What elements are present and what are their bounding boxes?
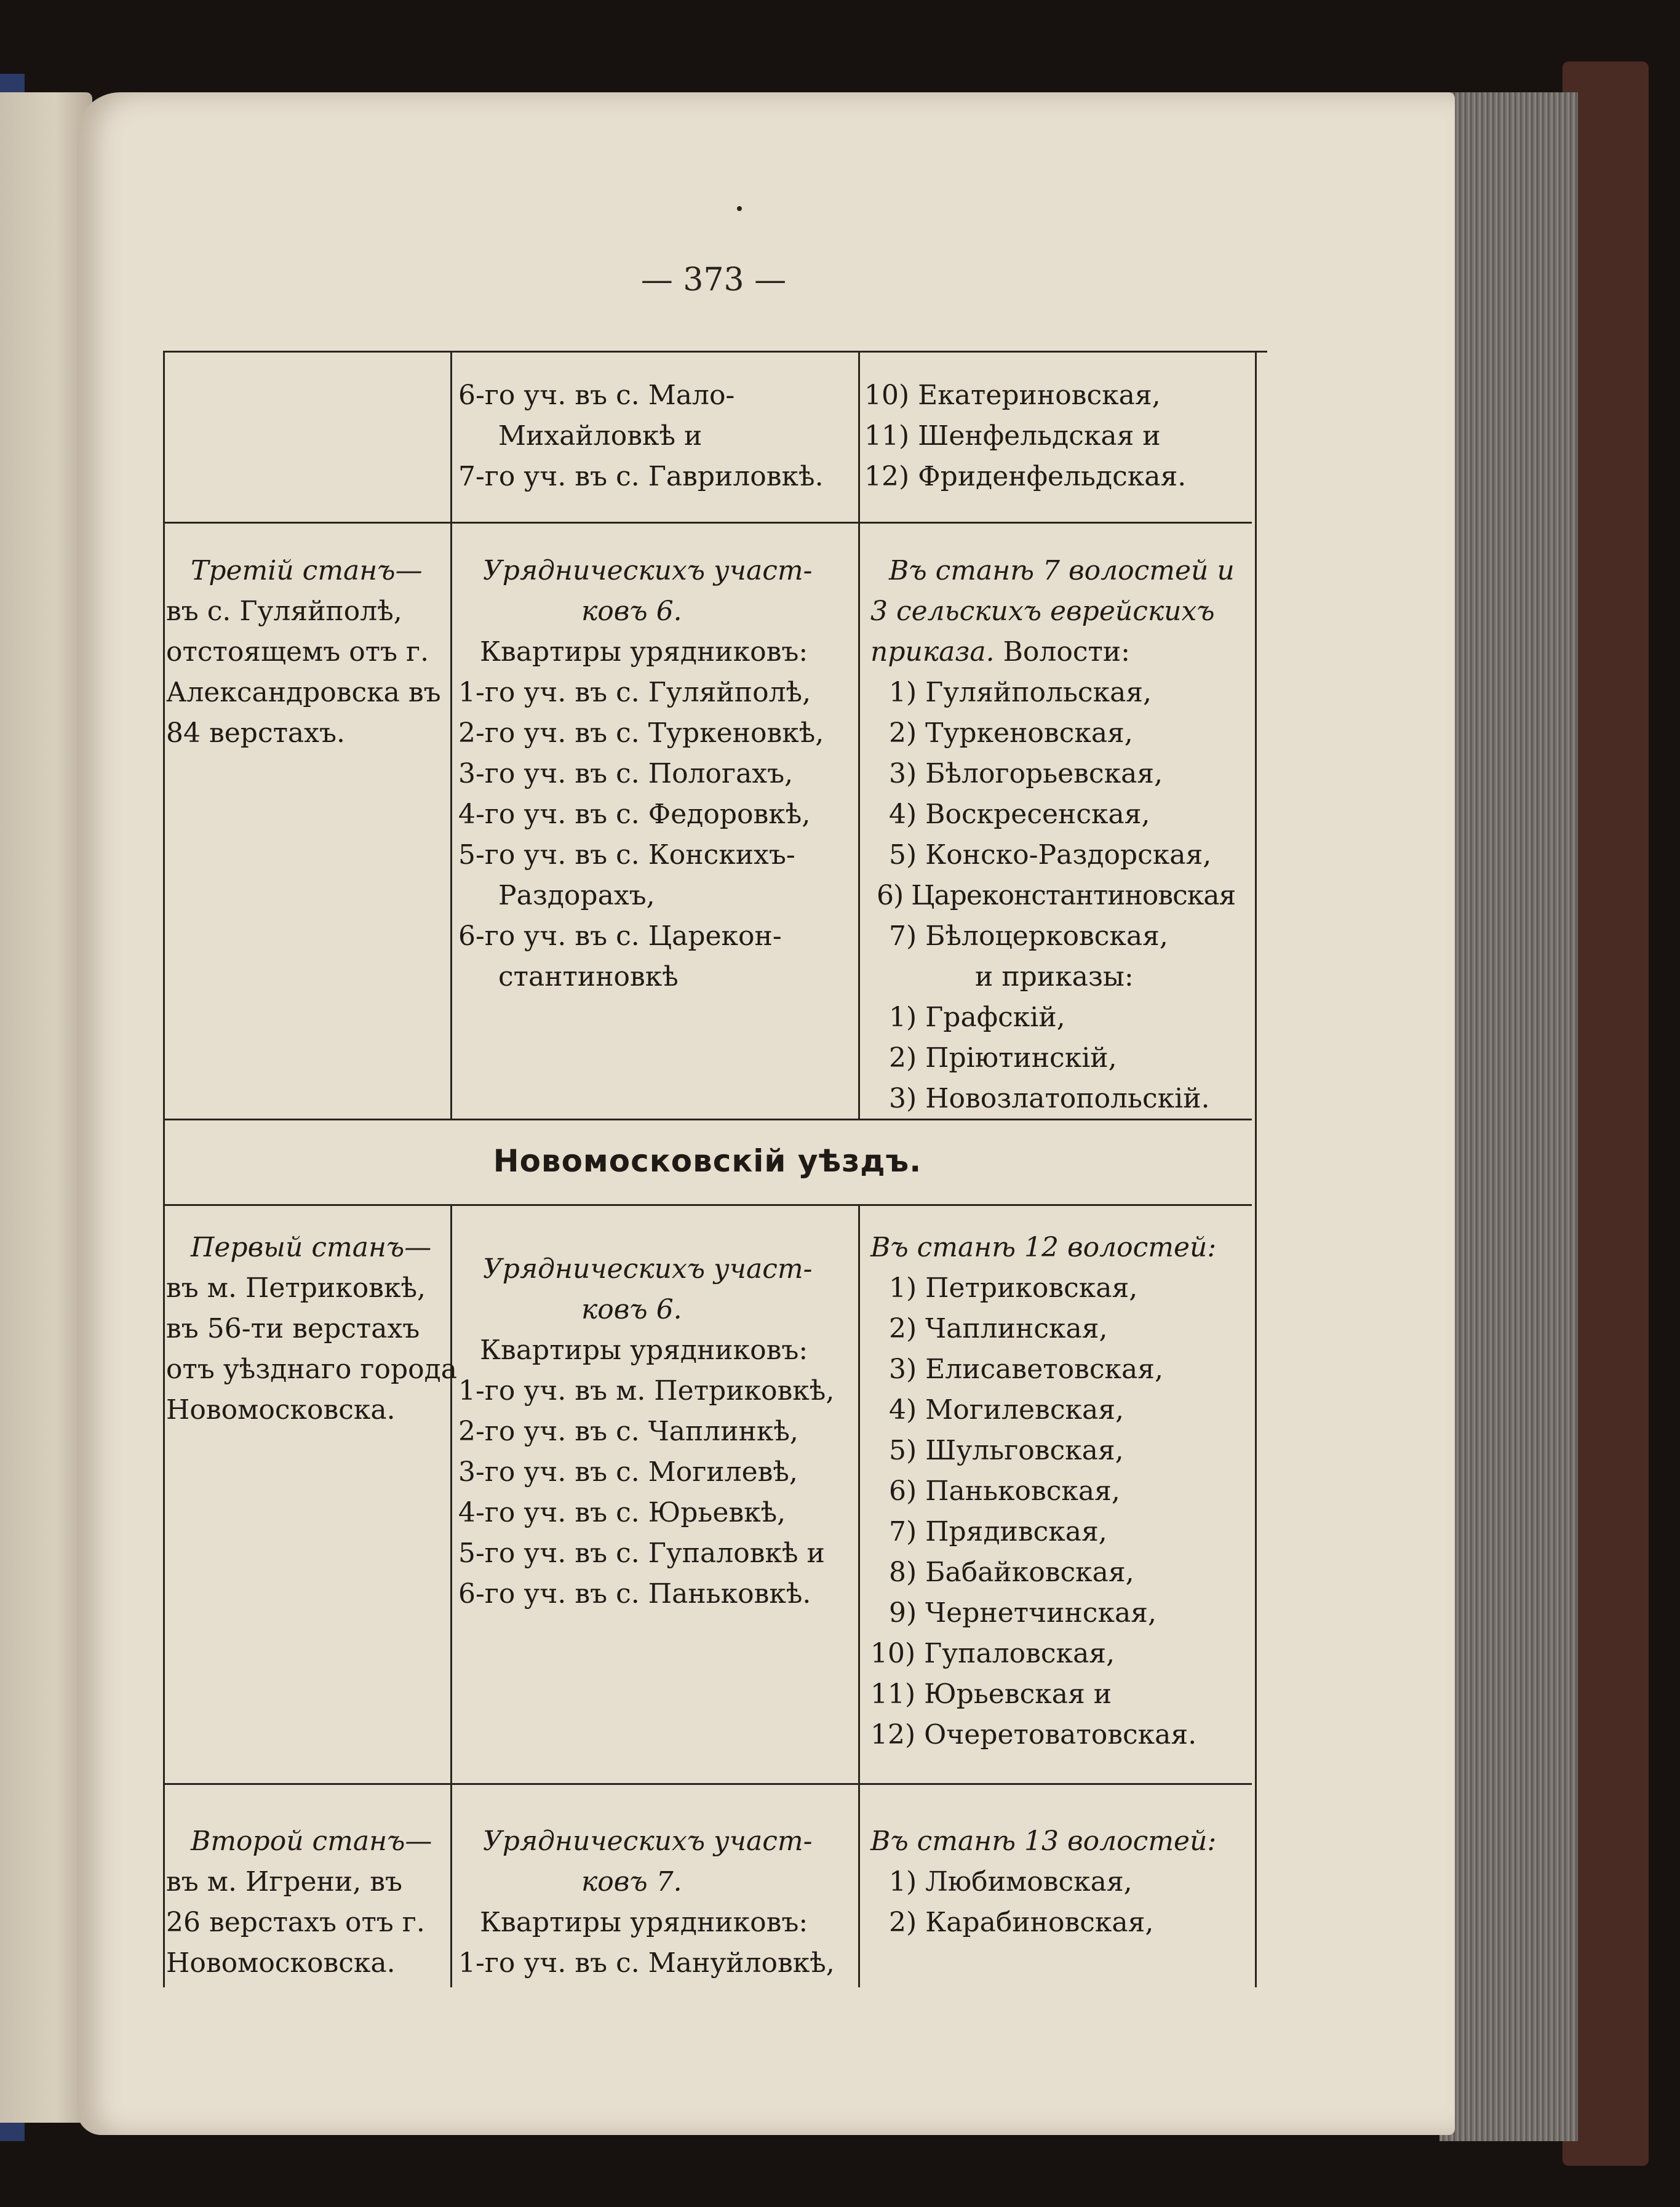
text-line: 5-го уч. въ с. Гупаловкѣ и bbox=[458, 1538, 825, 1569]
volosti-title: 3 сельскихъ еврейскихъ bbox=[870, 596, 1215, 627]
volosti-title: приказа. bbox=[870, 636, 995, 668]
block4-col1 bbox=[166, 1821, 432, 1984]
text-line: 5) Шульговская, bbox=[889, 1435, 1124, 1466]
text-line: 4-го уч. въ с. Федоровкѣ, bbox=[458, 799, 811, 830]
text-line: въ м. Игрени, въ bbox=[166, 1866, 402, 1898]
text-line: 4) Могилевская, bbox=[889, 1394, 1124, 1426]
ink-dot bbox=[737, 206, 742, 211]
text-line: 6-го уч. въ с. Паньковкѣ. bbox=[458, 1578, 811, 1610]
text-line: 3) Елисаветовская, bbox=[889, 1354, 1163, 1385]
text-line: и приказы: bbox=[975, 961, 1134, 992]
column-rule bbox=[450, 351, 452, 1119]
text-line: 6) Цареконстантиновская bbox=[877, 880, 1236, 911]
page-number: — 373 — bbox=[640, 261, 787, 298]
text-line: 2) Пріютинскій, bbox=[889, 1042, 1117, 1074]
page-stack-edge bbox=[1439, 92, 1578, 2141]
text-line: 3-го уч. въ с. Могилевѣ, bbox=[458, 1456, 798, 1488]
text-line: 11) Шенфельдская и bbox=[864, 420, 1161, 452]
column-rule bbox=[1255, 351, 1257, 1987]
text-line: 5) Конско-Раздорская, bbox=[889, 839, 1212, 871]
text-line: Раздорахъ, bbox=[498, 880, 655, 911]
block2-col1 bbox=[166, 551, 441, 754]
table-top-rule bbox=[163, 351, 1267, 353]
text-line: стантиновкѣ bbox=[498, 961, 679, 992]
block4-col2 bbox=[458, 1821, 835, 1984]
text-line: 1) Графскій, bbox=[889, 1002, 1065, 1033]
text-line: 1) Гуляйпольская, bbox=[889, 677, 1152, 708]
block2-col3 bbox=[870, 551, 1235, 1119]
volosti-title: Въ станѣ 7 волостей и bbox=[889, 555, 1235, 586]
block3-col3 bbox=[870, 1227, 1216, 1755]
volosti-title: Въ станѣ 13 волостей: bbox=[870, 1826, 1217, 1857]
text-line: 7-го уч. въ с. Гавриловкѣ. bbox=[458, 461, 824, 492]
row-divider bbox=[163, 522, 1252, 524]
text-line: 12) Очеретоватовская. bbox=[870, 1719, 1197, 1750]
stan-title: Третій станъ— bbox=[191, 555, 423, 586]
text-line: въ 56-ти верстахъ bbox=[166, 1313, 420, 1344]
column-rule bbox=[858, 351, 860, 1119]
text-line: 10) Гупаловская, bbox=[870, 1638, 1115, 1669]
block2-col2 bbox=[458, 551, 824, 997]
uchastki-count: ковъ 6. bbox=[581, 596, 682, 627]
text-line: 2-го уч. въ с. Чаплинкѣ, bbox=[458, 1416, 798, 1447]
text-line: 1-го уч. въ м. Петриковкѣ, bbox=[458, 1375, 835, 1407]
block1-col2 bbox=[458, 375, 824, 497]
block3-col2 bbox=[458, 1249, 834, 1614]
text-line: 2) Туркеновская, bbox=[889, 717, 1133, 749]
text-line: Новомосковска. bbox=[166, 1947, 396, 1979]
text-line: Квартиры урядниковъ: bbox=[480, 1907, 808, 1938]
uchastki-count: ковъ 6. bbox=[581, 1294, 682, 1325]
text-line: 7) Бѣлоцерковская, bbox=[889, 920, 1168, 952]
text-line: Михайловкѣ и bbox=[498, 420, 703, 452]
stan-title: Первый станъ— bbox=[191, 1232, 432, 1263]
text-line: 1-го уч. въ с. Мануйловкѣ, bbox=[458, 1947, 835, 1979]
text-line: 4) Воскресенская, bbox=[889, 799, 1150, 830]
text-line: 6) Паньковская, bbox=[889, 1475, 1120, 1507]
text-line: 84 верстахъ. bbox=[166, 717, 345, 749]
text-line: 3) Бѣлогорьевская, bbox=[889, 758, 1163, 789]
text-line: 6-го уч. въ с. Царекон- bbox=[458, 920, 782, 952]
text-line: 3-го уч. въ с. Пологахъ, bbox=[458, 758, 794, 789]
volosti-label: Волости: bbox=[1003, 636, 1130, 668]
column-rule bbox=[163, 351, 165, 1987]
volosti-title: Въ станѣ 12 волостей: bbox=[870, 1232, 1217, 1263]
stan-title: Второй станъ— bbox=[191, 1826, 432, 1857]
text-line: 2) Чаплинская, bbox=[889, 1313, 1108, 1344]
text-line: 10) Екатериновская, bbox=[864, 380, 1161, 411]
uchastki-count: ковъ 7. bbox=[581, 1866, 682, 1898]
block3-col1 bbox=[166, 1227, 457, 1431]
text-line: 11) Юрьевская и bbox=[870, 1678, 1112, 1710]
column-rule bbox=[858, 1204, 860, 1987]
text-line: 5-го уч. въ с. Конскихъ- bbox=[458, 839, 795, 871]
text-line: Новомосковска. bbox=[166, 1394, 396, 1426]
text-line: 2) Карабиновская, bbox=[889, 1907, 1154, 1938]
text-line: 8) Бабайковская, bbox=[889, 1557, 1134, 1588]
section-heading: Новомосковскій уѣздъ. bbox=[493, 1143, 922, 1179]
text-line: 6-го уч. въ с. Мало- bbox=[458, 380, 735, 411]
uchastki-title: Урядническихъ участ- bbox=[483, 1826, 813, 1857]
text-line: 26 верстахъ отъ г. bbox=[166, 1907, 425, 1938]
row-divider bbox=[163, 1783, 1252, 1785]
uchastki-title: Урядническихъ участ- bbox=[483, 1253, 813, 1285]
text-line: 4-го уч. въ с. Юрьевкѣ, bbox=[458, 1497, 786, 1528]
text-line: 12) Фриденфельдская. bbox=[864, 461, 1187, 492]
text-line: 9) Чернетчинская, bbox=[889, 1597, 1156, 1629]
text-line: въ м. Петриковкѣ, bbox=[166, 1272, 426, 1304]
text-line: отъ уѣзднаго города bbox=[166, 1354, 457, 1385]
text-line: 1) Любимовская, bbox=[889, 1866, 1133, 1898]
text-line: въ с. Гуляйполѣ, bbox=[166, 596, 402, 627]
text-line: 2-го уч. въ с. Туркеновкѣ, bbox=[458, 717, 824, 749]
text-line: Александровска въ bbox=[166, 677, 441, 708]
text-line: 1-го уч. въ с. Гуляйполѣ, bbox=[458, 677, 811, 708]
block1-col3 bbox=[864, 375, 1186, 497]
text-line: Квартиры урядниковъ: bbox=[480, 1335, 808, 1366]
text-line: отстоящемъ отъ г. bbox=[166, 636, 429, 668]
text-line: 1) Петриковская, bbox=[889, 1272, 1138, 1304]
text-line: 3) Новозлатопольскій. bbox=[889, 1083, 1210, 1114]
text-line: 7) Прядивская, bbox=[889, 1516, 1107, 1547]
uchastki-title: Урядническихъ участ- bbox=[483, 555, 813, 586]
text-line: Квартиры урядниковъ: bbox=[480, 636, 808, 668]
row-divider bbox=[163, 1204, 1252, 1206]
block4-col3 bbox=[870, 1821, 1216, 1943]
